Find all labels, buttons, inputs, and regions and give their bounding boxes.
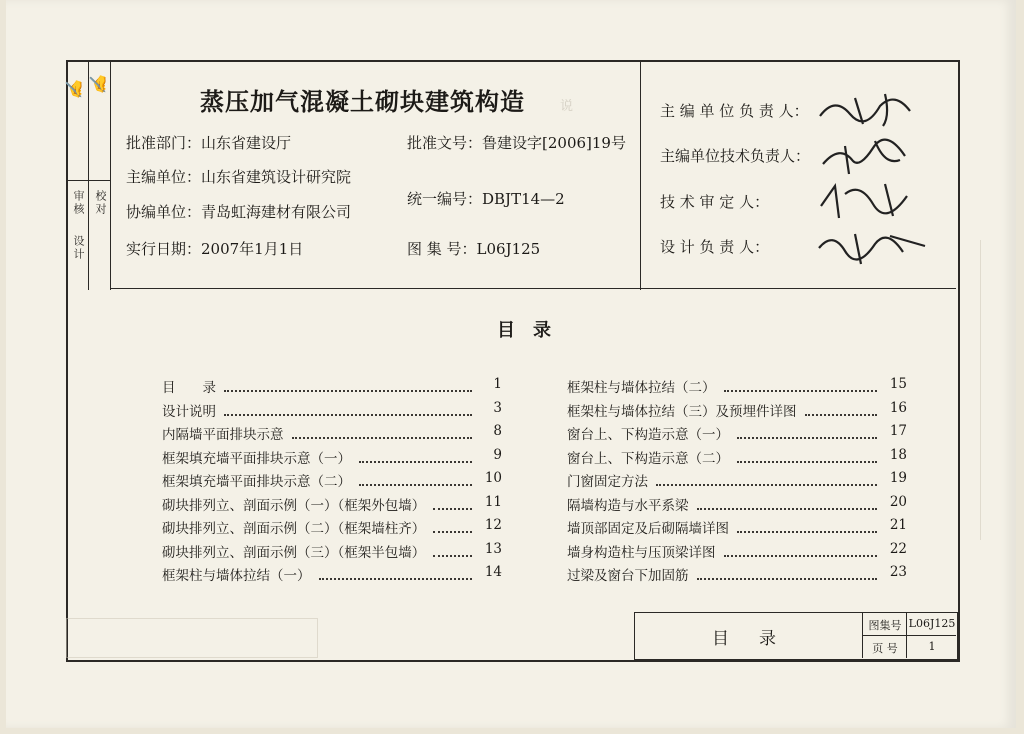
toc-entry-title: 设计说明 xyxy=(162,403,216,420)
toc-entry xyxy=(567,447,907,467)
signature-stamp-2: ✍ xyxy=(88,74,108,95)
toc-entry xyxy=(162,494,502,514)
toc-entry-page: 17 xyxy=(889,423,907,439)
bleed-through-mark: 说 xyxy=(560,99,574,114)
toc-entry-page: 20 xyxy=(889,493,907,510)
toc-entry-page: 15 xyxy=(889,376,907,392)
header-bottom-line xyxy=(110,288,956,289)
toc-entry-title: 砌块排列立、剖面示例（二）（框架墙柱齐） xyxy=(162,521,426,537)
unified-number: 统一编号：DBJT14—2 xyxy=(407,190,565,208)
toc-entry xyxy=(162,470,502,490)
toc-title: 目 录 xyxy=(497,320,551,341)
stamp-column-divider xyxy=(88,60,89,290)
atlas-no-label: 图集号 xyxy=(868,619,902,632)
page-no-label: 页 号 xyxy=(872,642,898,655)
toc-entry-page: 22 xyxy=(889,540,907,557)
toc-leader-dots xyxy=(359,470,472,486)
toc-entry-page: 1 xyxy=(493,376,502,392)
toc-entry xyxy=(162,447,502,467)
toc-leader-dots xyxy=(433,517,472,533)
toc-entry-page: 13 xyxy=(484,540,502,557)
tech-head-label: 主编单位技术负责人： xyxy=(660,147,811,165)
toc-entry-title: 墙顶部固定及后砌隔墙详图 xyxy=(567,521,729,537)
toc-entry-page: 21 xyxy=(889,517,907,533)
stamp-label: 设计 xyxy=(72,235,85,261)
title-block-name: 目录 xyxy=(712,629,806,649)
stamp-label: 校对 xyxy=(94,190,107,216)
stamp-divider xyxy=(66,180,110,181)
page-edge-shadow xyxy=(980,240,1001,540)
toc-entry-title: 框架填充墙平面排块示意（一） xyxy=(162,450,351,467)
design-head-label: 设 计 负 责 人： xyxy=(660,238,770,256)
header-divider xyxy=(640,60,641,290)
toc-leader-dots xyxy=(724,541,878,557)
toc-leader-dots xyxy=(224,376,472,392)
toc-leader-dots xyxy=(724,376,878,392)
toc-leader-dots xyxy=(737,423,877,439)
toc-entry-title: 框架填充墙平面排块示意（二） xyxy=(162,474,351,490)
toc-entry-title: 砌块排列立、剖面示例（三）（框架半包墙） xyxy=(162,544,426,561)
toc-entry-page: 23 xyxy=(889,564,907,580)
toc-entry-title: 砌块排列立、剖面示例（一）（框架外包墙） xyxy=(162,497,426,514)
toc-entry-title: 窗台上、下构造示意（二） xyxy=(567,450,729,467)
title-block-divider xyxy=(862,635,956,636)
toc-entry xyxy=(567,564,907,584)
toc-entry-page: 10 xyxy=(484,470,502,486)
co-unit: 协编单位：青岛虹海建材有限公司 xyxy=(126,203,352,221)
toc-entry xyxy=(567,470,907,490)
toc-leader-dots xyxy=(656,470,877,486)
toc-leader-dots xyxy=(697,494,878,510)
toc-entry-page: 12 xyxy=(484,517,502,533)
signature-stamp-1: ✍ xyxy=(64,79,84,100)
toc-entry-page: 16 xyxy=(889,399,907,416)
toc-leader-dots xyxy=(359,447,472,463)
toc-entry-title: 过梁及窗台下加固筋 xyxy=(567,568,689,584)
toc-entry-page: 8 xyxy=(493,423,502,439)
reviewer-label: 技 术 审 定 人： xyxy=(660,193,770,211)
toc-leader-dots xyxy=(292,423,473,439)
toc-leader-dots xyxy=(697,564,878,580)
stamp-column-divider xyxy=(110,60,111,290)
toc-entry-page: 3 xyxy=(493,399,502,416)
toc-entry xyxy=(162,564,502,584)
atlas-number: 图 集 号：L06J125 xyxy=(407,240,541,258)
toc-leader-dots xyxy=(805,400,878,416)
toc-entry-page: 19 xyxy=(889,470,907,486)
toc-entry-title: 框架柱与墙体拉结（二） xyxy=(567,380,716,396)
toc-leader-dots xyxy=(737,447,877,463)
toc-entry-page: 9 xyxy=(493,446,502,463)
toc-entry xyxy=(567,423,907,443)
approval-number: 批准文号：鲁建设字[2006]19号 xyxy=(407,134,626,152)
effective-date: 实行日期：2007年1月1日 xyxy=(126,240,304,258)
toc-entry-title: 墙身构造柱与压顶梁详图 xyxy=(567,544,716,561)
toc-entry-title: 框架柱与墙体拉结（一） xyxy=(162,568,311,584)
toc-leader-dots xyxy=(224,400,472,416)
document-title: 蒸压加气混凝土砌块建筑构造 xyxy=(200,87,525,116)
page-no-value: 1 xyxy=(928,640,936,653)
toc-leader-dots xyxy=(433,494,472,510)
toc-entry-title: 门窗固定方法 xyxy=(567,474,648,490)
toc-entry-title: 框架柱与墙体拉结（三）及预埋件详图 xyxy=(567,403,797,420)
toc-entry xyxy=(567,494,907,514)
toc-entry xyxy=(567,376,907,396)
toc-leader-dots xyxy=(319,564,473,580)
bleed-through-block xyxy=(66,618,318,658)
toc-entry xyxy=(567,517,907,537)
toc-entry-page: 11 xyxy=(484,493,502,510)
toc-entry-title: 隔墙构造与水平系梁 xyxy=(567,497,689,514)
toc-entry xyxy=(162,541,502,561)
toc-entry xyxy=(162,423,502,443)
atlas-no-value: L06J125 xyxy=(908,617,956,630)
approval-dept: 批准部门：山东省建设厅 xyxy=(126,134,292,152)
toc-entry-title: 内隔墙平面排块示意 xyxy=(162,427,284,443)
toc-entry-page: 14 xyxy=(484,564,502,580)
toc-entry xyxy=(567,400,907,420)
toc-entry-page: 18 xyxy=(889,446,907,463)
toc-leader-dots xyxy=(433,541,472,557)
toc-entry-title: 窗台上、下构造示意（一） xyxy=(567,427,729,443)
toc-entry xyxy=(162,517,502,537)
stamp-label: 审核 xyxy=(72,190,85,216)
handwritten-signatures xyxy=(815,86,935,276)
toc-leader-dots xyxy=(737,517,877,533)
toc-entry xyxy=(567,541,907,561)
toc-entry-title: 目 录 xyxy=(162,380,216,396)
chief-unit: 主编单位：山东省建筑设计研究院 xyxy=(126,168,352,186)
unit-head-label: 主 编 单 位 负 责 人： xyxy=(660,102,809,120)
toc-entry xyxy=(162,376,502,396)
toc-entry xyxy=(162,400,502,420)
